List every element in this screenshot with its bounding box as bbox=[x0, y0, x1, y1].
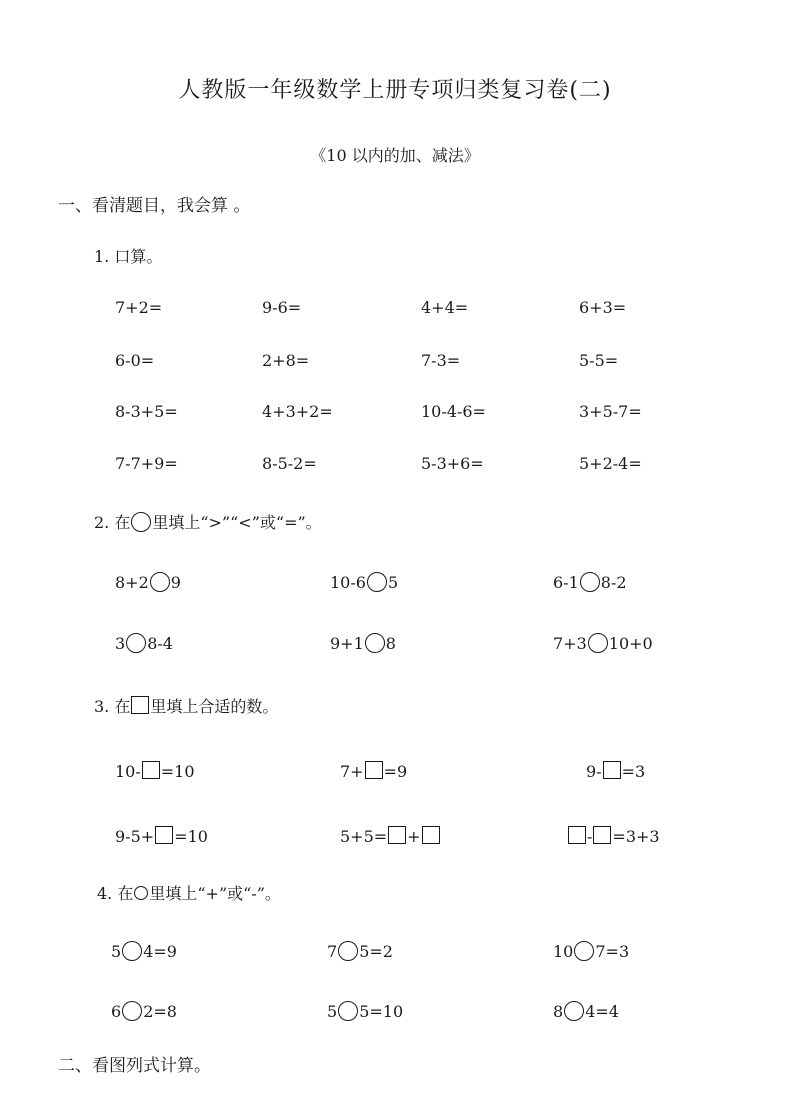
q3-pre: 9- bbox=[586, 762, 602, 781]
answer-box[interactable] bbox=[422, 826, 440, 844]
answer-box[interactable] bbox=[142, 761, 160, 779]
q3-post: =3+3 bbox=[612, 827, 660, 846]
q2-label bbox=[94, 512, 322, 532]
page-subtitle: 《10 以内的加、减法》 bbox=[310, 146, 480, 165]
answer-circle[interactable] bbox=[338, 941, 358, 961]
q3-item bbox=[115, 826, 208, 845]
answer-circle[interactable] bbox=[338, 1001, 358, 1021]
answer-circle[interactable] bbox=[564, 1001, 584, 1021]
q2-item bbox=[330, 633, 396, 653]
q1-item: 2+8= bbox=[262, 351, 310, 370]
q2-right: 8-2 bbox=[600, 573, 627, 592]
answer-circle[interactable] bbox=[588, 633, 608, 653]
q4-item bbox=[111, 941, 177, 961]
q2-left: 7+3 bbox=[553, 634, 587, 653]
q1-item: 6+3= bbox=[579, 298, 627, 317]
q1-item: 8-3+5= bbox=[115, 402, 178, 421]
q1-item: 4+3+2= bbox=[262, 402, 333, 421]
answer-box[interactable] bbox=[568, 826, 586, 844]
q1-item: 3+5-7= bbox=[579, 402, 642, 421]
answer-box[interactable] bbox=[603, 761, 621, 779]
q2-right: 8 bbox=[385, 634, 396, 653]
q2-left: 10-6 bbox=[330, 573, 366, 592]
answer-circle[interactable] bbox=[150, 572, 170, 592]
q2-right: 9 bbox=[170, 573, 181, 592]
q2-item bbox=[553, 633, 653, 653]
q1-item: 7-3= bbox=[421, 351, 461, 370]
answer-circle[interactable] bbox=[574, 941, 594, 961]
q4-right: 7=3 bbox=[595, 942, 630, 961]
q4-right: 2=8 bbox=[143, 1002, 177, 1021]
q4-left: 6 bbox=[111, 1002, 122, 1021]
q1-item: 5+2-4= bbox=[579, 454, 642, 473]
q3-item bbox=[340, 761, 407, 780]
q4-left: 10 bbox=[553, 942, 574, 961]
q1-item: 8-5-2= bbox=[262, 454, 317, 473]
q2-left: 9+1 bbox=[330, 634, 364, 653]
q2-left: 6-1 bbox=[553, 573, 579, 592]
q4-label-prefix: 4. 在 bbox=[97, 884, 134, 903]
q4-right: 4=9 bbox=[143, 942, 177, 961]
q1-item: 7+2= bbox=[115, 298, 163, 317]
q3-pre: 9-5+ bbox=[115, 827, 155, 846]
q3-label-prefix: 3. 在 bbox=[94, 697, 131, 716]
q4-right: 4=4 bbox=[585, 1002, 619, 1021]
answer-circle[interactable] bbox=[122, 1001, 142, 1021]
q4-item bbox=[553, 1001, 619, 1021]
q3-label bbox=[94, 696, 278, 715]
q4-left: 7 bbox=[327, 942, 338, 961]
q3-pre: 5+5= bbox=[340, 827, 388, 846]
q4-label bbox=[97, 886, 281, 902]
q3-label-suffix: 里填上合适的数。 bbox=[150, 697, 279, 716]
q2-item bbox=[115, 633, 173, 653]
q1-item: 10-4-6= bbox=[421, 402, 486, 421]
q3-item bbox=[586, 761, 645, 780]
answer-circle-icon bbox=[134, 886, 148, 900]
q3-mid: - bbox=[587, 827, 593, 846]
q3-pre: 10- bbox=[115, 762, 141, 781]
answer-box-icon bbox=[131, 696, 149, 714]
q4-right: 5=10 bbox=[359, 1002, 404, 1021]
q3-item bbox=[340, 826, 441, 845]
q2-item bbox=[115, 572, 181, 592]
q4-right: 5=2 bbox=[359, 942, 393, 961]
q3-post: =10 bbox=[160, 762, 195, 781]
section-2-heading: 二、看图列式计算。 bbox=[58, 1056, 211, 1076]
section-1-heading: 一、看清题目，我会算 。 bbox=[58, 196, 251, 216]
q4-item bbox=[553, 941, 629, 961]
q1-item: 5-5= bbox=[579, 351, 619, 370]
answer-box[interactable] bbox=[593, 826, 611, 844]
q4-label-suffix: 里填上“+”或“-”。 bbox=[149, 884, 281, 903]
q1-item: 9-6= bbox=[262, 298, 302, 317]
answer-circle[interactable] bbox=[365, 633, 385, 653]
q3-mid: + bbox=[407, 827, 421, 846]
page-title: 人教版一年级数学上册专项归类复习卷(二) bbox=[178, 78, 612, 103]
answer-circle[interactable] bbox=[122, 941, 142, 961]
q3-pre: 7+ bbox=[340, 762, 364, 781]
answer-box[interactable] bbox=[388, 826, 406, 844]
q3-item bbox=[115, 761, 195, 780]
q4-left: 5 bbox=[111, 942, 122, 961]
q3-post: =9 bbox=[383, 762, 408, 781]
answer-circle-icon bbox=[131, 512, 151, 532]
q2-item bbox=[553, 572, 627, 592]
q2-left: 8+2 bbox=[115, 573, 149, 592]
q2-right: 8-4 bbox=[147, 634, 173, 653]
q1-item: 7-7+9= bbox=[115, 454, 178, 473]
q1-label: 1. 口算。 bbox=[94, 247, 163, 266]
answer-circle[interactable] bbox=[126, 633, 146, 653]
q1-item: 4+4= bbox=[421, 298, 469, 317]
q1-item: 5-3+6= bbox=[421, 454, 484, 473]
q3-post: =3 bbox=[621, 762, 646, 781]
q3-post: =10 bbox=[174, 827, 208, 846]
q4-item bbox=[327, 1001, 403, 1021]
q4-item bbox=[327, 941, 393, 961]
q1-item: 6-0= bbox=[115, 351, 155, 370]
q2-label-prefix: 2. 在 bbox=[94, 513, 131, 532]
q2-right: 10+0 bbox=[608, 634, 653, 653]
answer-box[interactable] bbox=[365, 761, 383, 779]
q4-item bbox=[111, 1001, 177, 1021]
answer-circle[interactable] bbox=[580, 572, 600, 592]
q4-left: 8 bbox=[553, 1002, 564, 1021]
q2-label-suffix: 里填上“>”“<”或“=”。 bbox=[152, 513, 322, 532]
answer-circle[interactable] bbox=[367, 572, 387, 592]
q3-item bbox=[567, 826, 660, 845]
answer-box[interactable] bbox=[155, 826, 173, 844]
q2-right: 5 bbox=[387, 573, 399, 592]
q4-left: 5 bbox=[327, 1002, 338, 1021]
q2-item bbox=[330, 572, 398, 592]
q2-left: 3 bbox=[115, 634, 126, 653]
